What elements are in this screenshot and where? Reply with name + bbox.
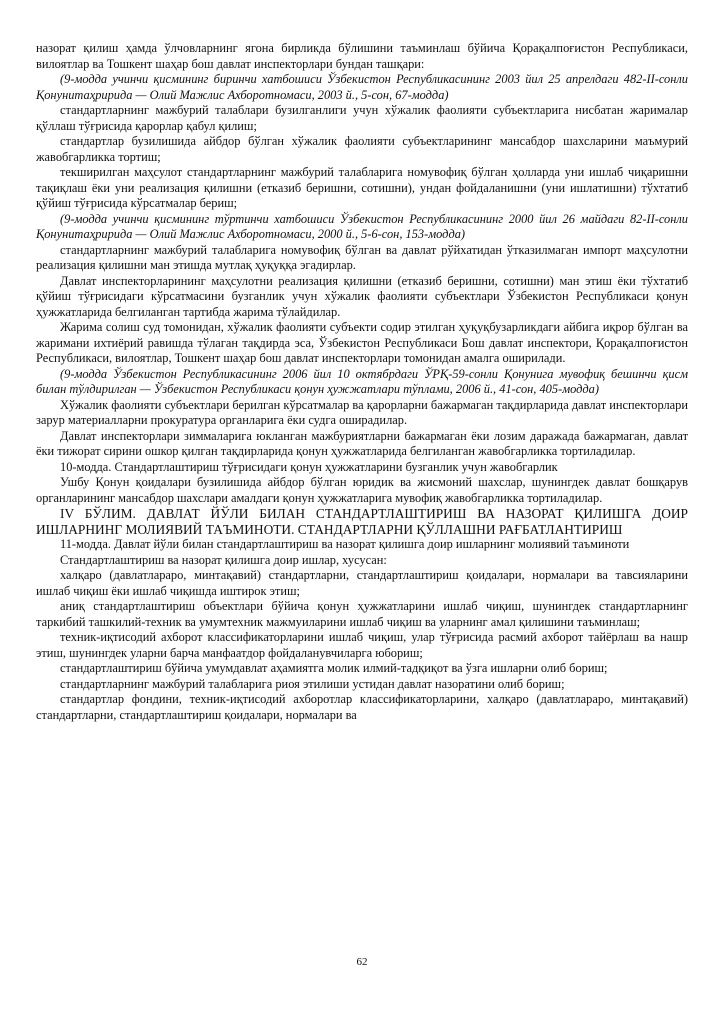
page-number: 62 [356, 956, 368, 968]
paragraph: назорат қилиш ҳамда ўлчовларнинг ягона бирликда бўлишини таъминлаш бўйича Қорақалпоғистон Республикаси, вилоятлар ва Тошкент шаҳар бош давлат инспекторлари бундан ташқари: [36, 41, 688, 71]
amendment-note: (9-модда учинчи қисмининг биринчи хатбошиси Ўзбекистон Республикасининг 2003 йил 25 апрелдаги 482-II-сонли Қонунитаҳририда — Олий Мажлис Ахборотномаси, 2003 й., 5-сон, 67-модда) [36, 72, 688, 102]
list-item: стандартлар фондини, техник-иқтисодий ахборотлар классификаторларини, халқаро (давлатлараро, минтақавий) стандартларни, стандартлаштириш қоидалари, нормалари ва [36, 692, 688, 722]
paragraph: стандартларнинг мажбурий талабларига номувофиқ бўлган ва давлат рўйхатидан ўтказилмаган импорт маҳсулотни реализация қилишни ман этишда мутлақ ҳуқуққа эгадирлар. [36, 242, 688, 272]
article-heading: 10-модда. Стандартлаштириш тўғрисидаги қонун ҳужжатларини бузганлик учун жавобгарлик [60, 459, 558, 474]
article-heading: 11-модда. Давлат йўли билан стандартлаштириш ва назорат қилишга доир ишларнинг молиявий таъминоти [60, 537, 630, 551]
paragraph: стандартлар бузилишида айбдор бўлган хўжалик фаолияти субъектларининг мансабдор шахсларини маъмурий жавобгарликка тортиш; [36, 134, 688, 164]
section-heading: IV БЎЛИМ. ДАВЛАТ ЙЎЛИ БИЛАН СТАНДАРТЛАШТИРИШ ВА НАЗОРАТ ҚИЛИШГА ДОИР ИШЛАРНИНГ МОЛИЯВИЙ ТАЪМИНОТИ. СТАНДАРТЛАРНИ ҚЎЛЛАШНИ РАҒБАТЛАНТИРИШ [36, 506, 688, 537]
list-item: стандартларнинг мажбурий талабларига риоя этилиши устидан давлат назоратини олиб бориш; [60, 676, 565, 691]
amendment-note: (9-модда учинчи қисмининг тўртинчи хатбошиси Ўзбекистон Республикасининг 2000 йил 26 майдаги 82-II-сонли Қонунитаҳририда — Олий Мажлис Ахборотномаси, 2000 й., 5-6-сон, 153-модда) [36, 211, 688, 241]
paragraph: стандартларнинг мажбурий талаблари бузилганлиги учун хўжалик фаолияти субъектларига нисбатан жарималар қўллаш тўғрисида қарорлар қабул қилиш; [36, 103, 688, 133]
paragraph: Жарима солиш суд томонидан, хўжалик фаолияти субъекти содир этилган ҳуқуқбузарликдаги айбига иқрор бўлган ва жаримани ихтиёрий равишда тўлаган тақдирда эса, Ўзбекистон Республикаси Бош давлат инспектори, Қорақалпоғистон Республикаси, вилоятлар, Тошкент шаҳар бош давлат инспекторлари томонидан амалга оширилади. [36, 320, 688, 365]
list-item: стандартлаштириш бўйича умумдавлат аҳамиятга молик илмий-тадқиқот ва ўзга ишларни олиб бориш; [60, 661, 608, 675]
list-item: халқаро (давлатлараро, минтақавий) стандартларни, стандартлаштириш қоидалари, нормалари ва тавсияларини ишлаб чиқиш ёки ишлаб чиқишда иштирок этиш; [36, 568, 688, 598]
paragraph: Давлат инспекторларининг маҳсулотни реализация қилишни (етказиб беришни, сотишни) ман этиш ёки тўхтатиб қўйиш тўғрисидаги кўрсатмасини бузганлик учун хўжалик фаолияти субъектлари Ўзбекистон Республикаси қонун ҳужжатларида белгиланган тартибда жарима тўлайдилар. [36, 273, 688, 319]
list-item: техник-иқтисодий ахборот классификаторларини ишлаб чиқиш, улар тўғрисида расмий ахборот тайёрлаш ва нашр этиш, шунингдек уларни барча манфаатдор фойдаланувчиларга юбориш; [36, 630, 688, 660]
paragraph: Давлат инспекторлари зиммаларига юкланган мажбуриятларни бажармаган ёки лозим даражада бажармаган, давлат ёки тижорат сирини ошкор қилган тақдирларида қонун ҳужжатларида белгиланган жавобгарликка тортиладилар. [36, 428, 688, 458]
paragraph: Стандартлаштириш ва назорат қилишга доир ишлар, хусусан: [60, 552, 387, 567]
document-page [36, 41, 688, 723]
paragraph: Ушбу Қонун қоидалари бузилишида айбдор бўлган юридик ва жисмоний шахслар, шунингдек давлат бошқарув органларининг мансабдор шахслари амалдаги қонун ҳужжатларига мувофиқ жавобгарликка тортиладилар. [36, 475, 688, 505]
paragraph: текширилган маҳсулот стандартларнинг мажбурий талабларига номувофиқ бўлган ҳолларда уни ишлаб чиқаришни тақиқлаш ёки уни реализация қилишни (етказиб беришни, сотишни), ундан фойдаланишни (уни ишлатишни) тўхтатиб қўйиш тўғрисида кўрсатмалар бериш; [36, 165, 688, 210]
paragraph: Хўжалик фаолияти субъектлари берилган кўрсатмалар ва қарорларни бажармаган тақдирларида давлат инспекторлари зарур материалларни прокуратура органларига ёки судга оширадилар. [36, 397, 688, 427]
list-item: аниқ стандартлаштириш объектлари бўйича қонун ҳужжатларини ишлаб чиқиш, шунингдек стандартларнинг таркибий ташкилий-техник ва умумтехник мажмуиларини ишлаб чиқиш ва уларнинг амал қилишини таъминлаш; [36, 599, 688, 629]
amendment-note: (9-модда Ўзбекистон Республикасининг 2006 йил 10 октябрдаги ЎРҚ-59-сонли Қонунига мувофиқ бешинчи қисм билан тўлдирилган — Ўзбекистон Республикаси қонун ҳужжатлари тўплами, 2006 й., 41-сон, 405-модда) [36, 366, 688, 396]
